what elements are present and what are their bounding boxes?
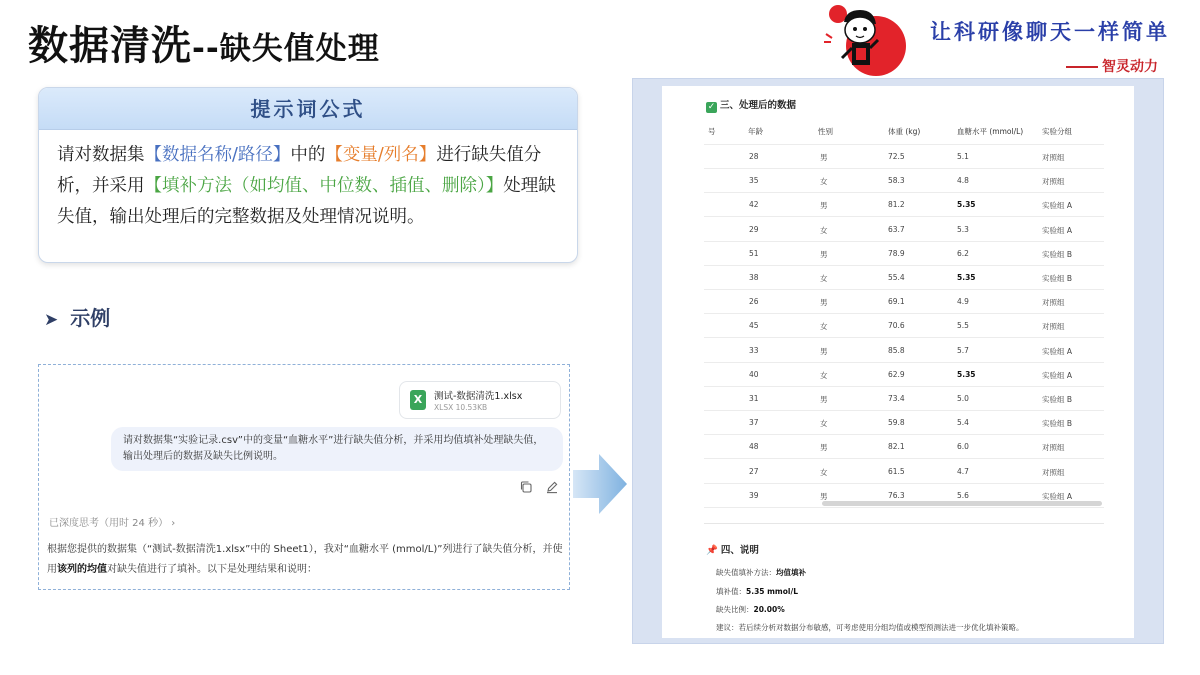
table-cell-group: 对照组: [1042, 177, 1065, 187]
table-cell-weight: 72.5: [888, 152, 905, 161]
table-cell-gender: 女: [820, 177, 828, 187]
prompt-text-4: 处理缺失值，输出处理后的完整数据及处理情况说明。: [57, 176, 556, 227]
table-cell-group: 实验组 A: [1042, 346, 1073, 356]
table-cell-glucose: 5.4: [957, 418, 969, 428]
column-header-index: 号: [708, 127, 716, 136]
slide-title: [28, 14, 380, 71]
slide-title-sub: --缺失值处理: [192, 31, 380, 67]
table-cell-group: 实验组 B: [1042, 419, 1073, 429]
table-row-divider: [704, 362, 1104, 363]
table-cell-glucose: 6.2: [957, 248, 969, 258]
note-missing-ratio: [716, 604, 785, 615]
section-divider: [704, 523, 1104, 524]
table-cell-age: 29: [749, 224, 759, 234]
table-cell-group: 对照组: [1042, 467, 1065, 477]
triangle-bullet-icon: ➤: [44, 310, 59, 330]
table-cell-weight: 73.4: [888, 394, 905, 403]
table-row-divider: [704, 192, 1104, 193]
table-row-divider: [704, 313, 1104, 314]
table-cell-age: 31: [749, 394, 759, 403]
table-row-divider: [704, 483, 1104, 484]
table-row-divider: [704, 434, 1104, 435]
section3-title: [706, 97, 796, 113]
column-header-group: 实验分组: [1042, 127, 1072, 136]
table-cell-gender: 男: [820, 346, 828, 356]
column-header-gender: 性别: [818, 127, 833, 136]
example-heading-label: 示例: [70, 306, 111, 330]
attached-file-card[interactable]: [399, 381, 561, 419]
prompt-text-2: 中的: [290, 145, 326, 165]
brand-label: 智灵动力: [1102, 59, 1158, 75]
horizontal-scrollbar[interactable]: [822, 501, 1102, 506]
table-cell-glucose: 5.35: [957, 369, 976, 379]
table-cell-weight: 70.6: [888, 321, 905, 331]
note-method-label: 缺失值填补方法：: [716, 568, 776, 577]
table-cell-group: 实验组 A: [1042, 370, 1073, 380]
table-cell-weight: 81.2: [888, 200, 905, 210]
table-cell-gender: 女: [820, 225, 828, 235]
table-cell-age: 39: [749, 490, 759, 500]
table-cell-weight: 59.8: [888, 418, 905, 428]
table-cell-weight: 76.3: [888, 490, 905, 500]
file-meta: XLSX 10.53KB: [434, 403, 488, 412]
table-cell-group: 实验组 A: [1042, 225, 1073, 235]
slogan: 让科研像聊天一样简单: [930, 19, 1170, 44]
note-method-value: 均值填补: [776, 568, 806, 577]
table-cell-glucose: 5.35: [957, 273, 976, 282]
right-arrow-icon: [573, 452, 627, 516]
table-cell-age: 27: [749, 466, 759, 476]
table-row-divider: [704, 216, 1104, 217]
table-cell-age: 35: [749, 176, 759, 186]
table-cell-group: 实验组 B: [1042, 395, 1073, 404]
table-cell-group: 实验组 A: [1042, 201, 1073, 211]
table-cell-gender: 男: [820, 249, 828, 259]
table-cell-weight: 62.9: [888, 369, 905, 379]
table-cell-group: 实验组 A: [1042, 491, 1073, 501]
table-cell-gender: 男: [820, 491, 828, 501]
result-screenshot: [662, 86, 1134, 638]
table-cell-gender: 女: [820, 274, 828, 283]
table-cell-glucose: 4.8: [957, 176, 969, 186]
table-cell-gender: 男: [820, 298, 828, 308]
column-header-age: 年龄: [748, 127, 763, 136]
placeholder-variable: 【变量/列名】: [325, 145, 437, 165]
table-cell-group: 对照组: [1042, 153, 1065, 162]
answer-text-a: 根据您提供的数据集（“测试-数据清洗1.xlsx”中的 Sheet1），我对“血糖水平 (mmol/L)”列进行了缺失值分析，并使用: [47, 544, 563, 575]
chat-example: [38, 364, 570, 590]
table-cell-gender: 男: [820, 153, 828, 162]
table-cell-weight: 61.5: [888, 466, 905, 476]
placeholder-method: 【填补方法（如均值、中位数、插值、删除）】: [144, 176, 504, 196]
table-row-divider: [704, 458, 1104, 459]
table-cell-weight: 63.7: [888, 224, 905, 234]
table-cell-weight: 82.1: [888, 442, 905, 452]
table-cell-age: 40: [749, 369, 759, 379]
table-cell-glucose: 6.0: [957, 442, 969, 452]
table-cell-glucose: 4.7: [957, 466, 969, 476]
answer-text-bold: 该列的均值: [57, 564, 107, 575]
note-fill-label: 填补值：: [716, 587, 746, 596]
table-cell-group: 实验组 B: [1042, 274, 1073, 283]
table-cell-gender: 女: [820, 419, 828, 429]
note-suggestion: 建议：若后续分析对数据分布敏感，可考虑使用分组均值或模型预测法进一步优化填补策略。: [716, 623, 1024, 632]
table-cell-glucose: 5.5: [957, 321, 969, 331]
table-cell-gender: 男: [820, 443, 828, 453]
table-cell-gender: 女: [820, 370, 828, 380]
slide-title-main: 数据清洗: [28, 23, 192, 69]
table-cell-age: 51: [749, 248, 759, 258]
table-cell-group: 对照组: [1042, 298, 1065, 308]
table-cell-age: 45: [749, 321, 759, 331]
table-cell-group: 对照组: [1042, 443, 1065, 453]
table-cell-age: 28: [749, 152, 759, 161]
table-cell-weight: 69.1: [888, 297, 905, 307]
table-cell-glucose: 5.35: [957, 200, 976, 210]
table-row-divider: [704, 410, 1104, 411]
table-row-divider: [704, 337, 1104, 338]
prompt-card-body: [39, 130, 577, 233]
table-cell-gender: 女: [820, 467, 828, 477]
brand-name: [1066, 56, 1158, 76]
table-cell-glucose: 5.6: [957, 490, 969, 500]
example-heading: [44, 302, 110, 331]
mascot-illustration: [818, 0, 910, 78]
prompt-text-3: 进行缺失值分析，并采用: [57, 145, 542, 196]
table-cell-glucose: 5.7: [957, 345, 969, 355]
note-fill-value-text: 5.35 mmol/L: [746, 587, 798, 596]
table-cell-glucose: 4.9: [957, 297, 969, 307]
section4-title-label: 四、说明: [720, 545, 759, 556]
table-row-divider: [704, 241, 1104, 242]
table-row-divider: [704, 265, 1104, 266]
table-row-divider: [704, 386, 1104, 387]
copy-icon[interactable]: [519, 480, 533, 494]
table-cell-age: 42: [749, 200, 759, 210]
brand-dash: [1066, 66, 1098, 68]
table-cell-weight: 55.4: [888, 273, 905, 282]
table-cell-age: 38: [749, 273, 759, 282]
excel-file-icon: X: [410, 390, 426, 410]
note-method: [716, 567, 806, 578]
table-row-divider: [704, 289, 1104, 290]
table-cell-glucose: 5.1: [957, 152, 969, 161]
column-header-glucose: 血糖水平 (mmol/L): [957, 127, 1024, 136]
check-icon: ✓: [707, 102, 716, 112]
section4-title: [706, 542, 759, 556]
table-cell-gender: 男: [820, 201, 828, 211]
table-cell-gender: 女: [820, 322, 828, 332]
answer-text-b: 对缺失值进行了填补。以下是处理结果和说明：: [107, 564, 317, 575]
table-cell-weight: 85.8: [888, 345, 905, 355]
user-message-bubble: 请对数据集“实验记录.csv”中的变量“血糖水平”进行缺失值分析，并采用均值填补处理缺失值，输出处理后的数据及缺失比例说明。: [111, 427, 563, 471]
prompt-card-header: 提示词公式: [39, 88, 577, 130]
table-cell-group: 对照组: [1042, 322, 1065, 332]
table-cell-group: 实验组 B: [1042, 249, 1073, 259]
table-cell-gender: 男: [820, 395, 828, 404]
table-row-divider: [704, 168, 1104, 169]
table-cell-weight: 78.9: [888, 248, 905, 258]
column-header-weight: 体重 (kg): [888, 127, 921, 136]
file-name: 测试-数据清洗1.xlsx: [434, 391, 523, 402]
table-header-line: [704, 144, 1104, 145]
prompt-formula-card: [38, 87, 578, 263]
table-cell-age: 33: [749, 345, 759, 355]
pin-icon: 📌: [706, 545, 718, 556]
table-cell-glucose: 5.0: [957, 394, 969, 403]
edit-icon[interactable]: [545, 480, 559, 494]
placeholder-dataset: 【数据名称/路径】: [144, 145, 291, 165]
table-cell-age: 37: [749, 418, 759, 428]
table-cell-weight: 58.3: [888, 176, 905, 186]
thinking-status[interactable]: 已深度思考（用时 24 秒） ›: [49, 518, 176, 529]
prompt-text-1: 请对数据集: [57, 145, 145, 165]
note-ratio-value: 20.00%: [753, 605, 785, 614]
note-ratio-label: 缺失比例：: [716, 605, 754, 614]
section3-title-label: 三、处理后的数据: [720, 100, 797, 111]
table-cell-age: 26: [749, 297, 759, 307]
table-cell-glucose: 5.3: [957, 224, 969, 234]
assistant-answer: [47, 540, 565, 580]
table-cell-age: 48: [749, 442, 759, 452]
table-row-divider: [704, 507, 1104, 508]
note-fill-value: [716, 586, 798, 597]
